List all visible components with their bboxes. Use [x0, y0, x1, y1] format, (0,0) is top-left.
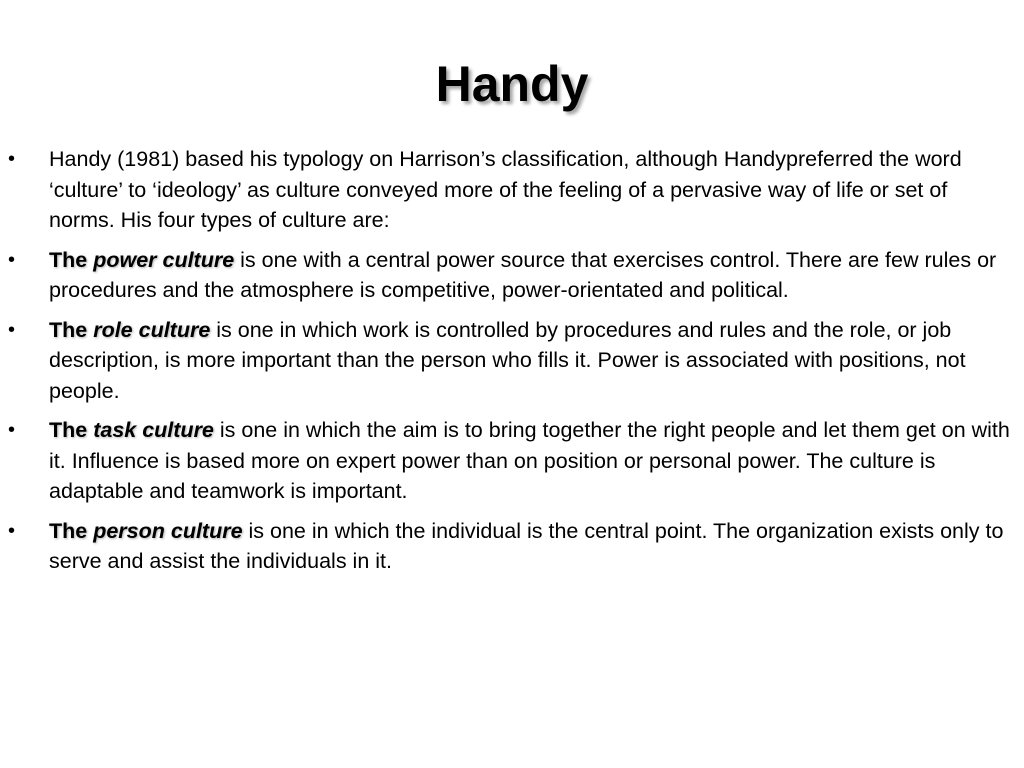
bullet-dot-icon: • — [8, 318, 16, 341]
bullet-term: task culture — [93, 418, 214, 442]
bullet-item-power-culture — [8, 245, 1012, 306]
bullet-lead: The — [49, 418, 94, 442]
bullet-item-person-culture — [8, 516, 1012, 577]
bullet-item-task-culture — [8, 415, 1012, 507]
bullet-text: is one in which the individual is the central point. The organization exists only to serve and assist the individuals in it. — [49, 518, 1004, 573]
bullet-text: is one in which the aim is to bring together the right people and let them get on with it. Influence is based more on expert power than on position or personal power. The culture is adaptable and teamwork is important. — [49, 418, 1010, 503]
bullet-text: Handy (1981) based his typology on Harrison’s classification, although Handypreferred the word ‘culture’ to ‘ideology’ as culture conveyed more of the feeling of a pervasive way of life or set of norms. His four types of culture are: — [49, 147, 962, 232]
bullet-term: power culture — [93, 247, 235, 272]
bullet-dot-icon: • — [8, 519, 16, 542]
bullet-lead: The — [49, 317, 94, 342]
bullet-text: is one in which work is controlled by procedures and rules and the role, or job description, is more important than the person who fills it. Power is associated with positions, not people. — [49, 317, 966, 403]
bullet-text: is one with a central power source that exercises control. There are few rules or procedures and the atmosphere is competitive, power-orientated and political. — [49, 247, 997, 302]
bullet-lead: The — [49, 247, 94, 272]
bullet-term: person culture — [93, 518, 243, 543]
bullet-dot-icon: • — [8, 248, 16, 271]
bullet-dot-icon: • — [8, 419, 16, 441]
bullet-term: role culture — [93, 317, 211, 342]
slide-title: Handy — [435, 56, 589, 112]
bullet-dot-icon: • — [8, 148, 16, 170]
bullet-lead: The — [49, 518, 94, 543]
bullet-item-role-culture — [8, 315, 1012, 407]
bullet-item-intro — [8, 144, 1012, 236]
bullet-list — [8, 144, 1012, 586]
